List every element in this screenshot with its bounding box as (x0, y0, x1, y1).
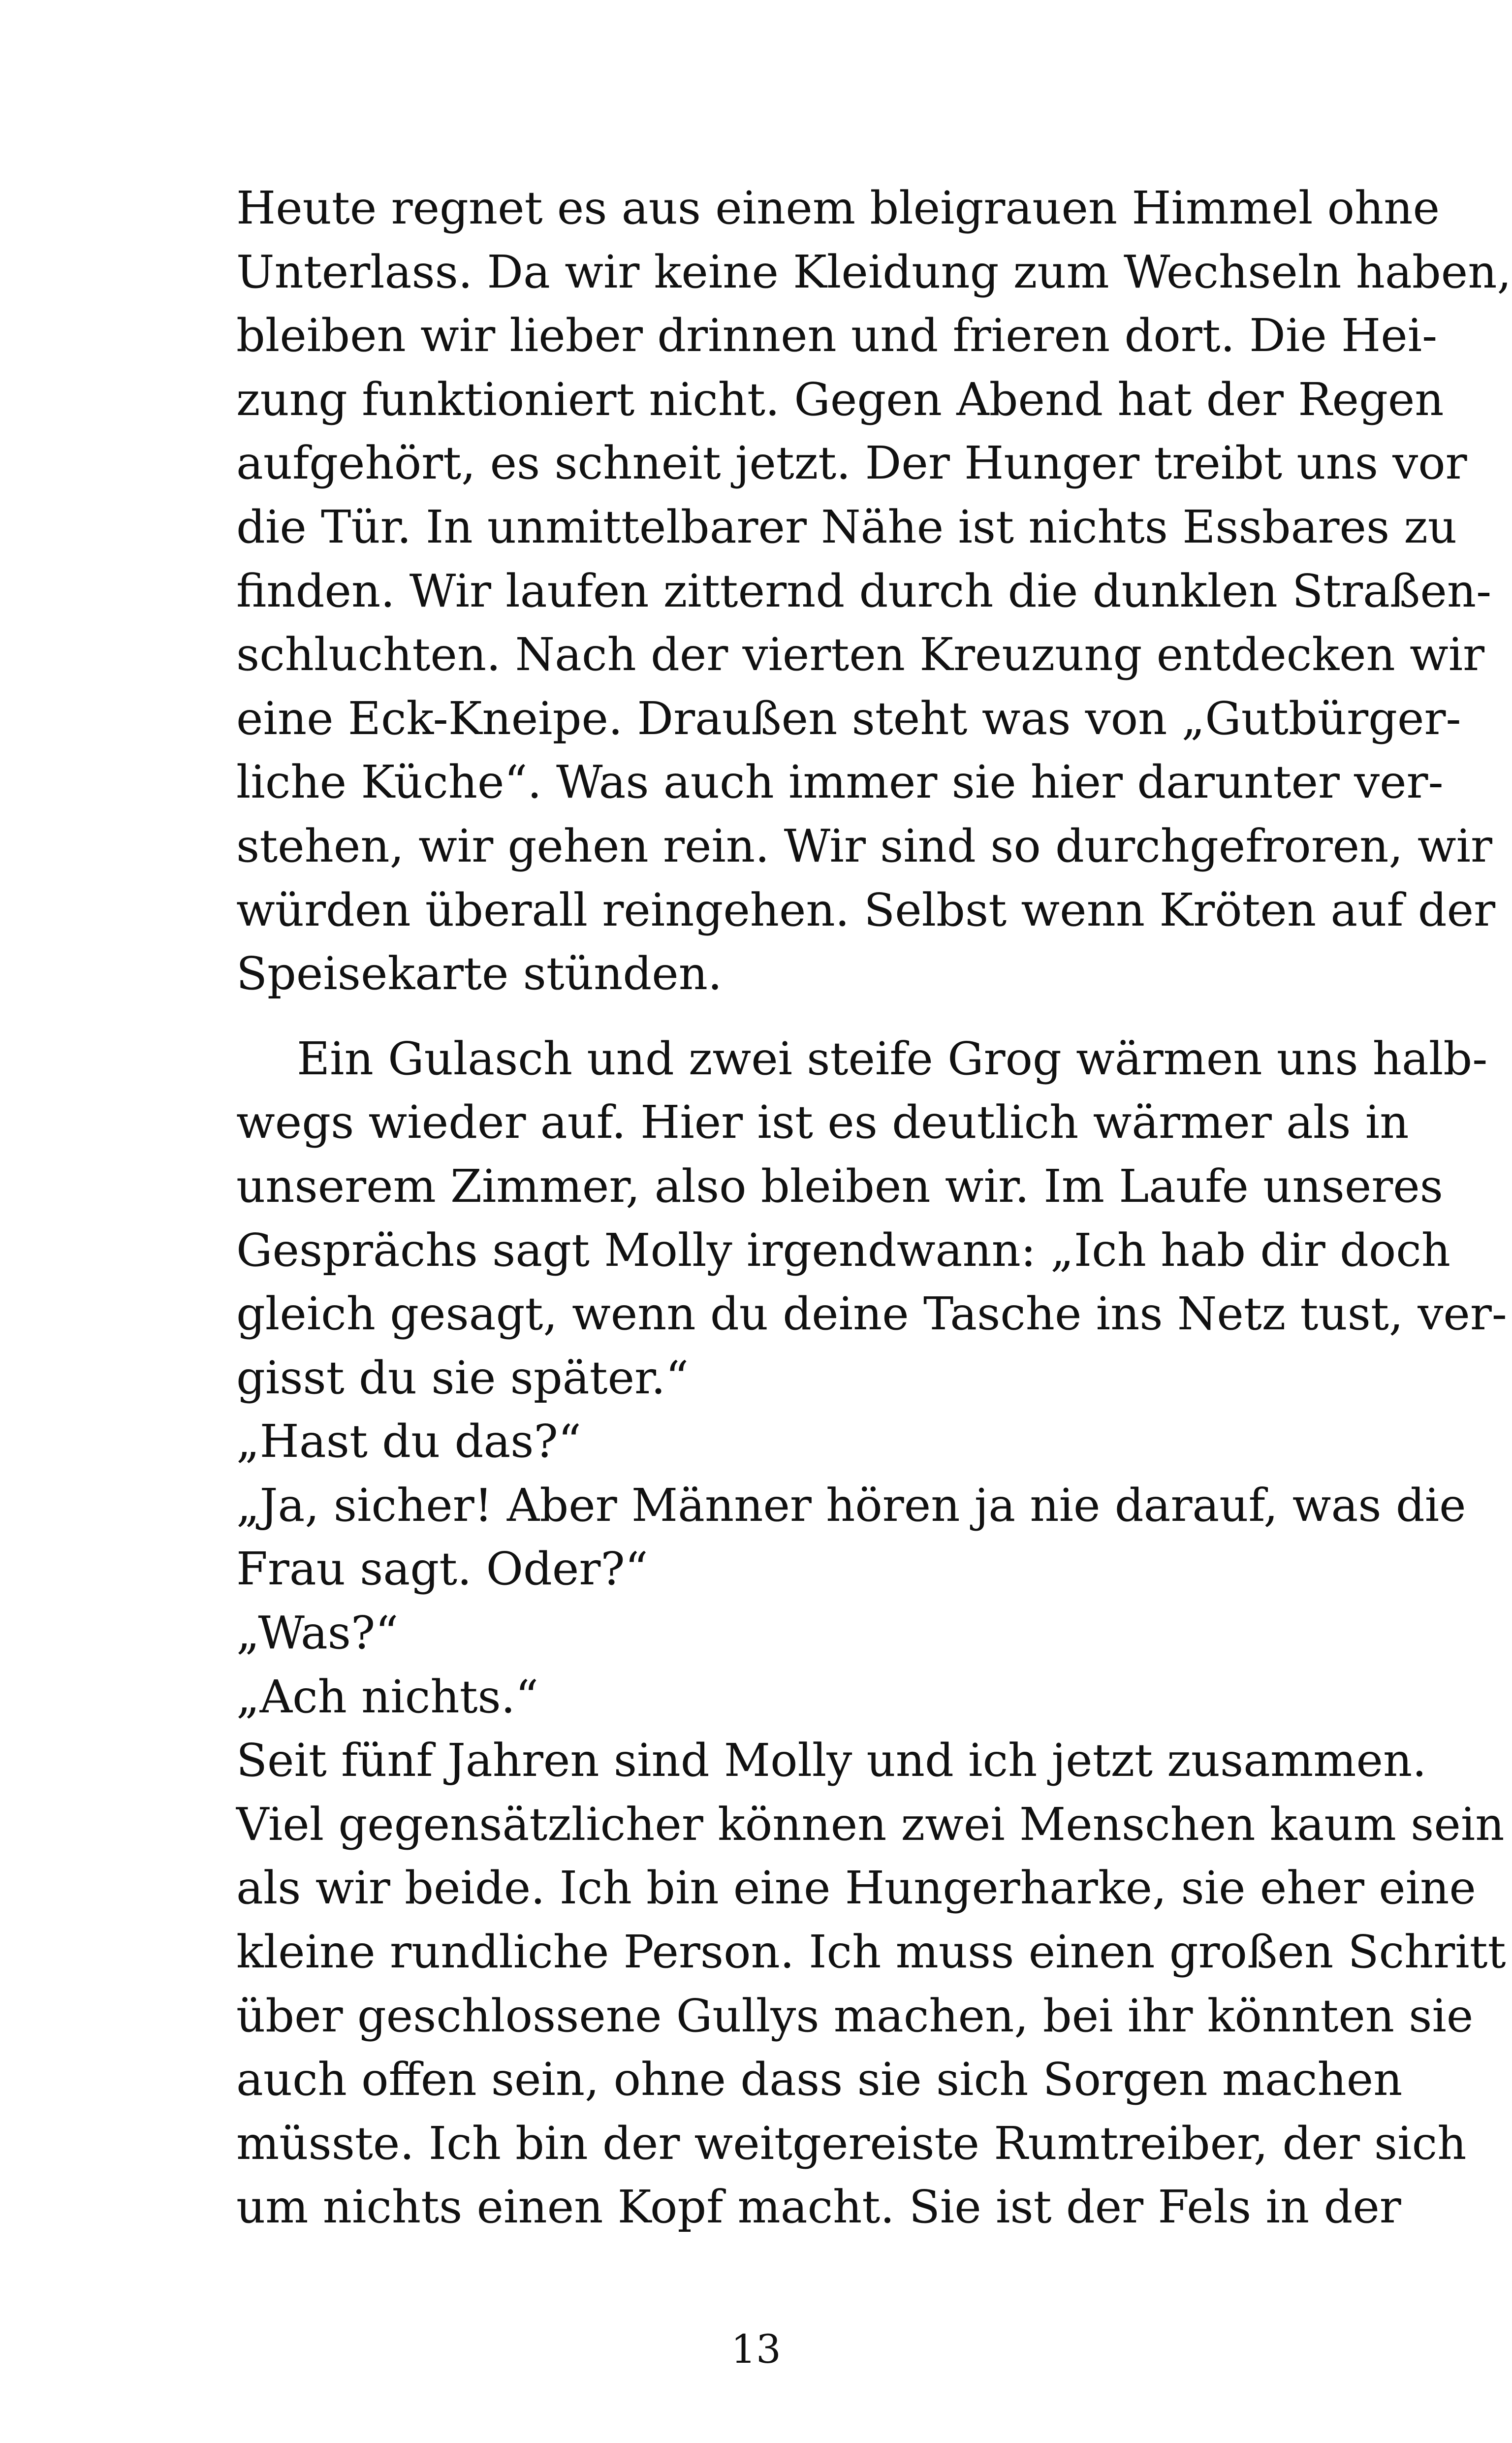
text-line: liche Küche“. Was auch immer sie hier darunter ver- (236, 756, 1444, 809)
text-line: gisst du sie später.“ (236, 1351, 689, 1404)
text-line: Seit fünf Jahren sind Molly und ich jetzt zusammen. (236, 1734, 1427, 1787)
text-line: würden überall reingehen. Selbst wenn Kröten auf der (236, 883, 1496, 936)
text-line: Viel gegensätzlicher können zwei Menschen kaum sein (236, 1798, 1505, 1851)
text-line: Ein Gulasch und zwei steife Grog wärmen uns halb- (297, 1032, 1488, 1085)
dialogue-line: „Was?“ (236, 1607, 399, 1660)
text-line: wegs wieder auf. Hier ist es deutlich wärmer als in (236, 1096, 1409, 1149)
text-line: unserem Zimmer, also bleiben wir. Im Laufe unseres (236, 1159, 1443, 1213)
text-line: eine Eck-Kneipe. Draußen steht was von „Gutbürger- (236, 692, 1461, 745)
body-text (236, 176, 1512, 2239)
text-line: die Tür. In unmittelbarer Nähe ist nichts Essbares zu (236, 500, 1457, 553)
text-line: schluchten. Nach der vierten Kreuzung entdecken wir (236, 628, 1485, 681)
text-line: bleiben wir lieber drinnen und frieren dort. Die Hei- (236, 309, 1438, 362)
text-line: kleine rundliche Person. Ich muss einen großen Schritt (236, 1926, 1506, 1979)
text-line: um nichts einen Kopf macht. Sie ist der Fels in der (236, 2181, 1401, 2234)
page-number: 13 (731, 2326, 781, 2372)
text-line: Gesprächs sagt Molly irgendwann: „Ich hab dir doch (236, 1223, 1451, 1277)
text-line: Speisekarte stünden. (236, 947, 723, 1000)
paragraph-spacing (236, 1006, 1351, 1027)
text-line: müsste. Ich bin der weitgereiste Rumtreiber, der sich (236, 2117, 1467, 2170)
text-line: über geschlossene Gullys machen, bei ihr könnten sie (236, 1989, 1474, 2042)
paragraph-1 (236, 176, 1512, 1006)
dialogue-line: „Hast du das?“ (236, 1415, 581, 1468)
dialogue-line: Frau sagt. Oder?“ (236, 1543, 648, 1596)
text-line: zung funktioniert nicht. Gegen Abend hat der Regen (236, 373, 1444, 426)
text-line: aufgehört, es schneit jetzt. Der Hunger treibt uns vor (236, 437, 1467, 490)
dialogue-line: „Ach nichts.“ (236, 1670, 539, 1723)
text-line: Heute regnet es aus einem bleigrauen Himmel ohne (236, 182, 1440, 234)
text-line: finden. Wir laufen zitternd durch die dunklen Straßen- (236, 564, 1492, 617)
text-line: auch offen sein, ohne dass sie sich Sorgen machen (236, 2053, 1403, 2106)
text-line: stehen, wir gehen rein. Wir sind so durchgefroren, wir (236, 819, 1493, 872)
dialogue (236, 1410, 1466, 1729)
text-line: gleich gesagt, wenn du deine Tasche ins Netz tust, ver- (236, 1287, 1507, 1341)
dialogue-line: „Ja, sicher! Aber Männer hören ja nie darauf, was die (236, 1479, 1466, 1532)
paragraph-2 (236, 1027, 1507, 1410)
text-line: als wir beide. Ich bin eine Hungerharke, sie eher eine (236, 1862, 1476, 1915)
paragraph-3 (236, 1729, 1506, 2239)
text-line: Unterlass. Da wir keine Kleidung zum Wechseln haben, (236, 245, 1512, 298)
